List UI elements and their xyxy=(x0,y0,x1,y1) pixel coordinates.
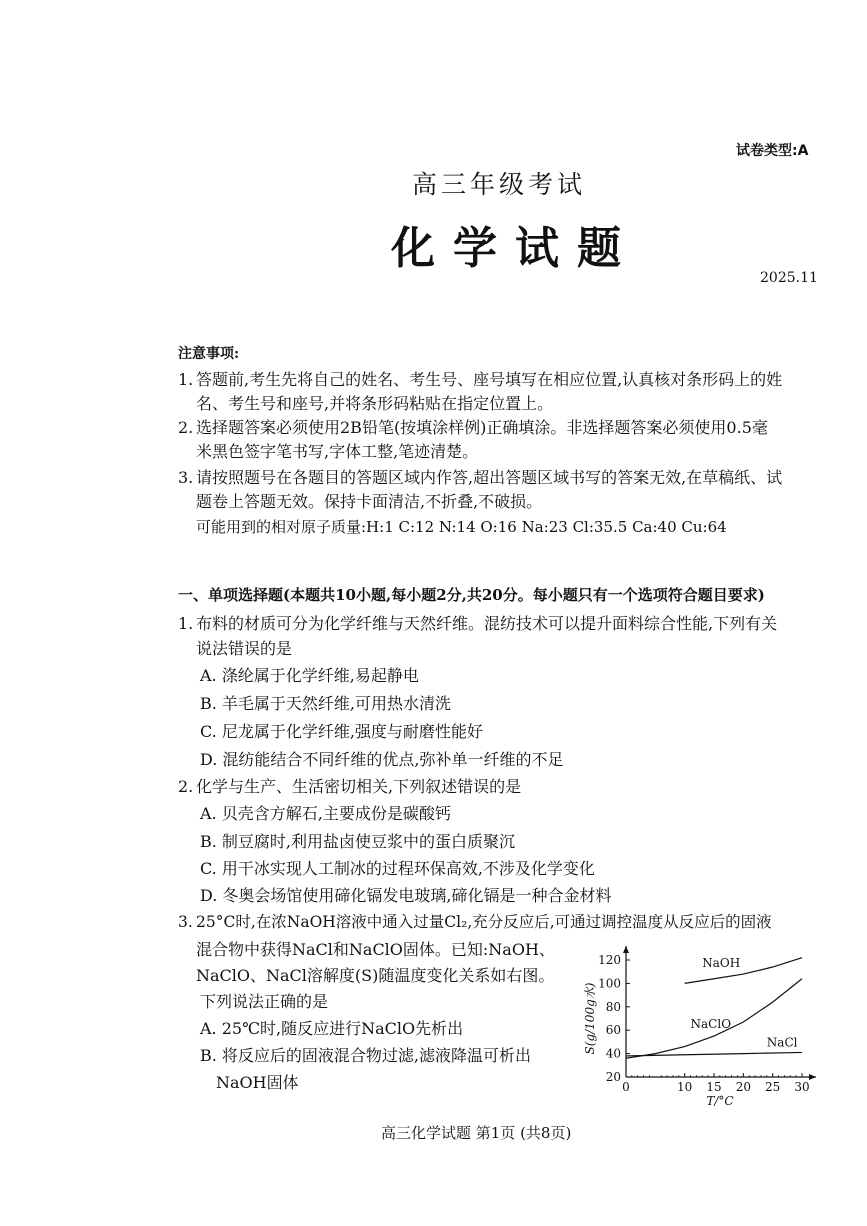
notice-item-number: 3. xyxy=(178,468,194,487)
question-1-stem-cont: 说法错误的是 xyxy=(196,639,293,658)
q2-option-b: B. 制豆腐时,利用盐卤使豆浆中的蛋白质聚沉 xyxy=(200,832,516,851)
y-tick-label: 40 xyxy=(605,1046,621,1061)
notice-heading: 注意事项: xyxy=(178,346,240,362)
x-tick-label: 15 xyxy=(706,1080,722,1094)
question-number: 2. xyxy=(178,777,194,796)
notice-item-number: 1. xyxy=(178,370,194,389)
notice-item-3 xyxy=(178,464,782,491)
notice-item-2-cont: 米黑色签字笔书写,字体工整,笔迹清楚。 xyxy=(196,442,479,461)
page-footer: 高三化学试题 第1页 (共8页) xyxy=(381,1124,572,1142)
x-tick-label: 30 xyxy=(794,1080,810,1094)
question-1-stem xyxy=(178,610,777,637)
notice-item-line: 答题前,考生先将自己的姓名、考生号、座号填写在相应位置,认真核对条形码上的姓 xyxy=(196,370,783,389)
question-stem-line: 25°C时,在浓NaOH溶液中通入过量Cl₂,充分反应后,可通过调控温度从反应后的固液 xyxy=(196,913,772,931)
grade-exam-title: 高三年级考试 xyxy=(412,170,587,199)
question-2-stem xyxy=(178,773,521,800)
question-stem-line: 布料的材质可分为化学纤维与天然纤维。混纺技术可以提升面料综合性能,下列有关 xyxy=(196,614,778,633)
question-number: 1. xyxy=(178,614,194,633)
subject-title: 化学试题 xyxy=(391,223,639,274)
series-label-nacl: NaCl xyxy=(766,1035,798,1050)
exam-date: 2025.11 xyxy=(760,270,818,286)
y-tick-label: 20 xyxy=(605,1070,621,1084)
x-tick-label: 20 xyxy=(735,1080,751,1094)
x-axis-label: T/°C xyxy=(706,1094,734,1108)
q3-option-b: B. 将反应后的固液混合物过滤,滤液降温可析出 xyxy=(200,1046,532,1065)
question-3-stem xyxy=(178,909,772,936)
q1-option-b: B. 羊毛属于天然纤维,可用热水清洗 xyxy=(200,694,452,713)
q3-option-a: A. 25℃时,随反应进行NaClO先析出 xyxy=(200,1019,464,1038)
x-tick-label: 0 xyxy=(622,1080,630,1094)
x-axis-arrow-icon xyxy=(809,1074,816,1080)
question-3-stem-cont-2: NaClO、NaCl溶解度(S)随温度变化关系如右图。 xyxy=(196,966,555,985)
notice-item-3-cont: 题卷上答题无效。保持卡面清洁,不折叠,不破损。 xyxy=(196,492,543,511)
q2-option-c: C. 用干冰实现人工制冰的过程环保高效,不涉及化学变化 xyxy=(200,859,595,878)
notice-item-1 xyxy=(178,366,782,393)
question-3-stem-cont-1: 混合物中获得NaCl和NaClO固体。已知:NaOH、 xyxy=(196,940,555,959)
series-label-naoh: NaOH xyxy=(702,956,741,971)
q1-option-c: C. 尼龙属于化学纤维,强度与耐磨性能好 xyxy=(200,722,483,741)
y-axis-label: S(g/100g水) xyxy=(583,982,597,1055)
y-tick-label: 60 xyxy=(605,1023,621,1038)
notice-item-line: 选择题答案必须使用2B铅笔(按填涂样例)正确填涂。非选择题答案必须使用0.5毫 xyxy=(196,418,768,437)
notice-item-number: 2. xyxy=(178,418,194,437)
atomic-masses: 可能用到的相对原子质量:H:1 C:12 N:14 O:16 Na:23 Cl:35.5 Ca:40 Cu:64 xyxy=(196,518,727,536)
q1-option-a: A. 涤纶属于化学纤维,易起静电 xyxy=(200,666,419,685)
y-axis-arrow-icon xyxy=(623,946,629,953)
y-tick-label: 120 xyxy=(598,953,621,967)
q2-option-d: D. 冬奥会场馆使用碲化镉发电玻璃,碲化镉是一种合金材料 xyxy=(200,886,612,905)
q2-option-a: A. 贝壳含方解石,主要成份是碳酸钙 xyxy=(200,804,451,823)
q3-option-b-cont: NaOH固体 xyxy=(216,1073,299,1092)
section-heading: 一、单项选择题(本题共10小题,每小题2分,共20分。每小题只有一个选项符合题目要求) xyxy=(178,586,765,604)
x-tick-label: 10 xyxy=(677,1080,693,1094)
notice-item-1-cont: 名、考生号和座号,并将条形码粘贴在指定位置上。 xyxy=(196,394,554,413)
question-3-stem-cont-3: 下列说法正确的是 xyxy=(200,992,329,1011)
exam-type-label: 试卷类型:A xyxy=(736,143,809,159)
q1-option-d: D. 混纺能结合不同纤维的优点,弥补单一纤维的不足 xyxy=(200,750,564,769)
notice-item-line: 请按照题号在各题目的答题区域内作答,超出答题区域书写的答案无效,在草稿纸、试 xyxy=(196,468,783,487)
question-number: 3. xyxy=(178,913,193,931)
x-tick-label: 25 xyxy=(765,1080,781,1094)
y-tick-label: 80 xyxy=(605,999,621,1014)
notice-item-2 xyxy=(178,414,768,441)
question-stem-line: 化学与生产、生活密切相关,下列叙述错误的是 xyxy=(196,777,522,796)
y-tick-label: 100 xyxy=(598,976,621,991)
series-label-naclo: NaClO xyxy=(690,1016,732,1031)
solubility-chart xyxy=(574,938,836,1116)
